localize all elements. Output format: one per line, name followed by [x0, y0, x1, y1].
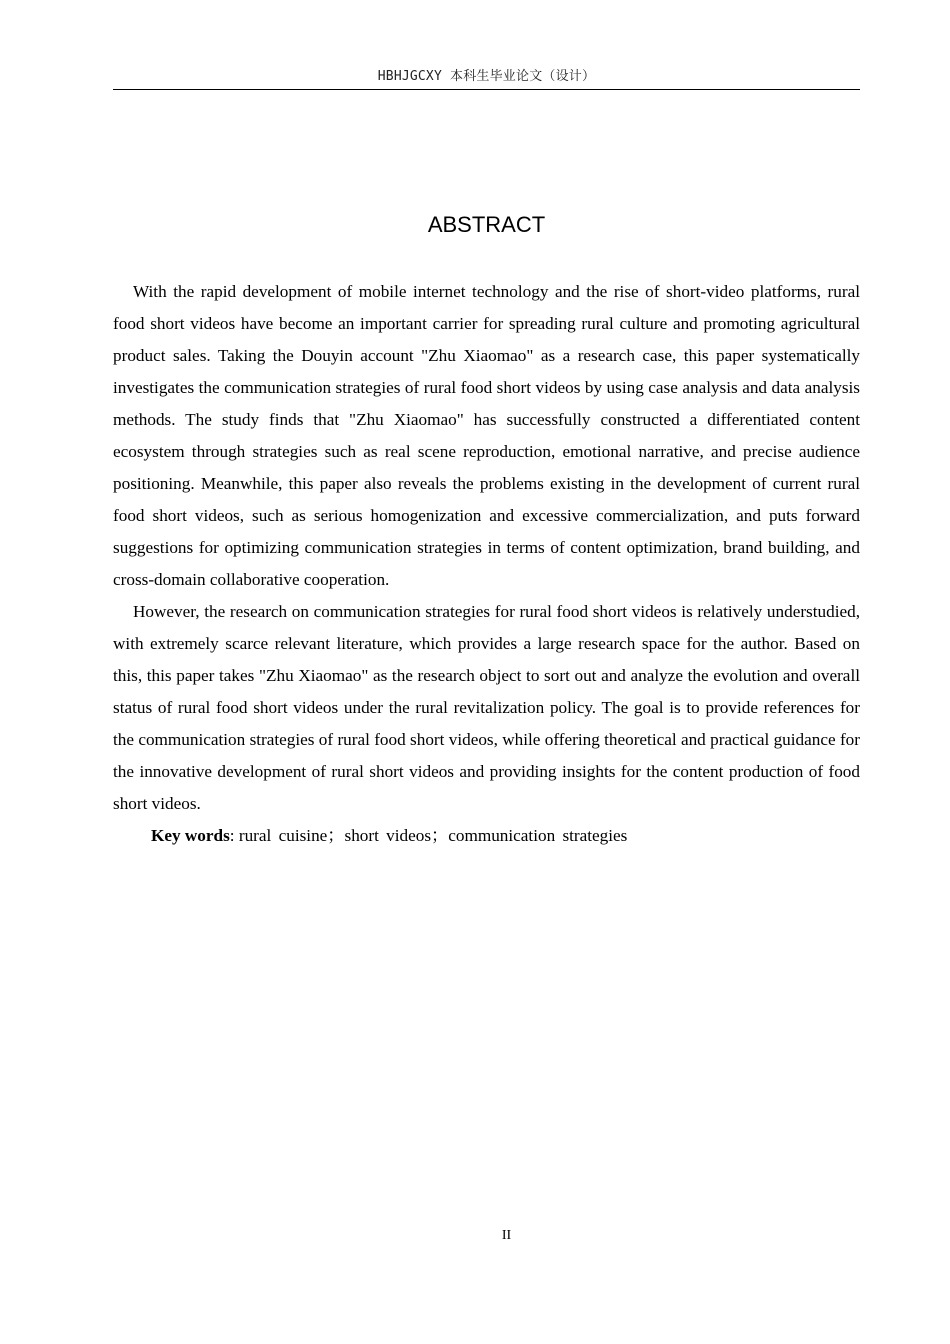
keyword-item: rural cuisine [238, 826, 328, 845]
header-text: HBHJGCXY 本科生毕业论文（设计） [377, 69, 596, 84]
abstract-body [113, 276, 860, 852]
page-number: II [501, 1228, 512, 1243]
abstract-title: ABSTRACT [427, 212, 546, 237]
keyword-item: short videos [344, 826, 432, 845]
page-header [113, 66, 860, 90]
keywords-label: Key words [151, 826, 230, 845]
keyword-separator: ； [431, 826, 449, 845]
abstract-paragraph: With the rapid development of mobile internet technology and the rise of short-video platforms, rural food short videos have become an important carrier for spreading rural culture and promoting agricultural product sales. Taking the Douyin account "Zhu Xiaomao" as a research case, this paper systematically investigates the communication strategies of rural food short videos by using case analysis and data analysis methods. The study finds that "Zhu Xiaomao" has successfully constructed a differentiated content ecosystem through strategies such as real scene reproduction, emotional narrative, and precise audience positioning. Meanwhile, this paper also reveals the problems existing in the development of current rural food short videos, such as serious homogenization and excessive commercialization, and puts forward suggestions for optimizing communication strategies in terms of content optimization, brand building, and cross-domain collaborative cooperation. [113, 282, 860, 589]
keywords-line [113, 820, 860, 852]
keyword-item: communication strategies [448, 826, 628, 845]
abstract-paragraph: However, the research on communication strategies for rural food short videos is relatively understudied, with extremely scarce relevant literature, which provides a large research space for the author. Based on this, this paper takes "Zhu Xiaomao" as the research object to sort out and analyze the evolution and overall status of rural food short videos under the rural revitalization policy. The goal is to provide references for the communication strategies of rural food short videos, while offering theoretical and practical guidance for the innovative development of rural short videos and providing insights for the content production of food short videos. [113, 602, 860, 813]
keywords-colon: : [229, 826, 235, 845]
keyword-separator: ； [327, 826, 345, 845]
